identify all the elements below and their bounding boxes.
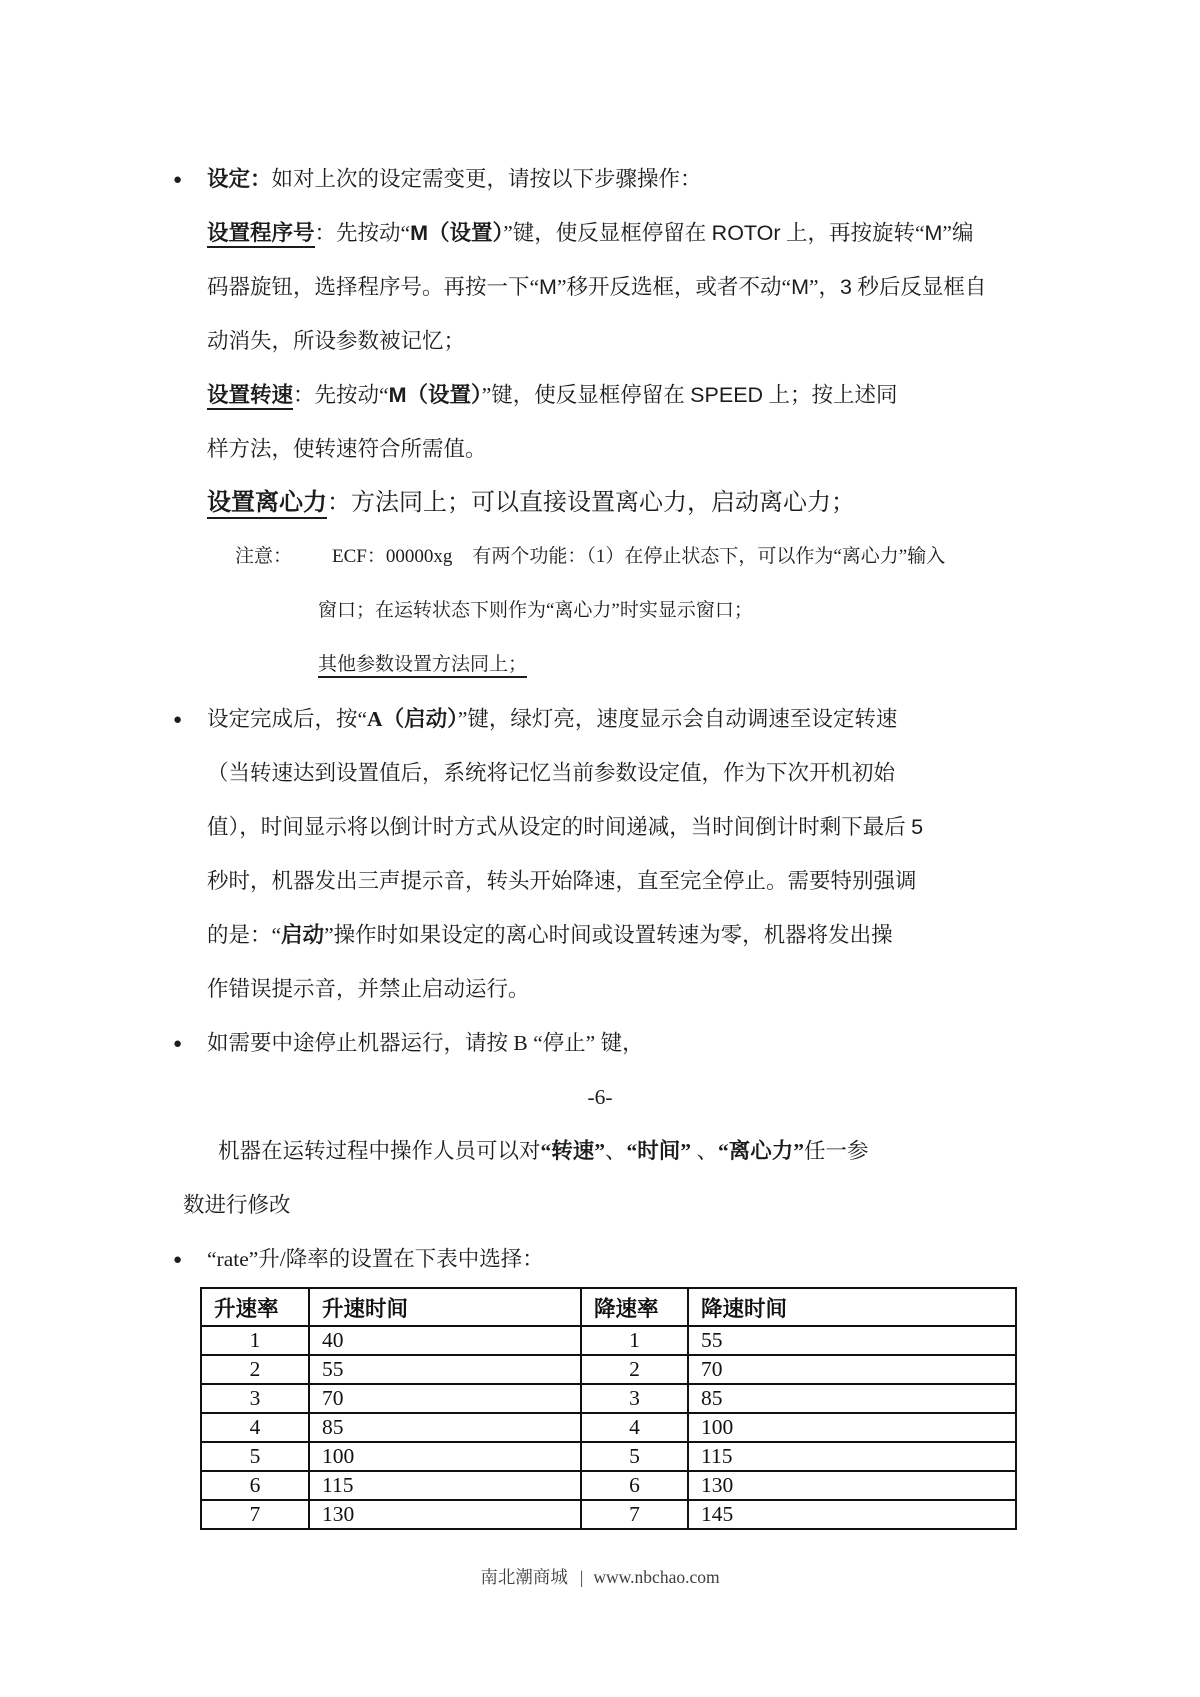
para-start-line6	[0, 962, 1200, 1016]
table-row	[201, 1326, 1016, 1355]
para-set-program-line2	[0, 260, 1200, 314]
footer-watermark	[0, 1562, 1200, 1592]
para-stop	[0, 1016, 1200, 1070]
text-segment: ”键，使反显框停留在	[503, 221, 712, 245]
set-program-heading: 设置程序号	[207, 221, 315, 248]
table-cell: 145	[688, 1500, 1016, 1529]
number-segment: 3	[840, 275, 852, 299]
text-segment: 、	[691, 1139, 718, 1163]
table-cell: 70	[309, 1384, 581, 1413]
time-keyword: “时间”	[626, 1139, 692, 1163]
table-cell: 4	[581, 1413, 688, 1442]
set-force-heading: 设置离心力	[207, 490, 327, 519]
key-m-label: M	[924, 221, 943, 245]
text-segment: 其他参数设置方法同上；	[318, 654, 527, 678]
table-row	[201, 1442, 1016, 1471]
text-segment: ：先按动“	[314, 221, 411, 245]
para-start-line4	[0, 854, 1200, 908]
footer-url: www.nbchao.com	[593, 1567, 720, 1587]
header-decel-rate: 降速率	[581, 1288, 688, 1326]
table-cell: 1	[581, 1326, 688, 1355]
para-set-program-line1	[0, 206, 1200, 260]
text-segment: 样方法，使转速符合所需值。	[207, 437, 487, 461]
text-segment: ”，	[808, 275, 841, 299]
bullet-icon: ●	[173, 1252, 183, 1268]
table-row	[201, 1384, 1016, 1413]
key-m-label: M	[410, 221, 428, 245]
header-decel-time: 降速时间	[688, 1288, 1016, 1326]
table-cell: 3	[581, 1384, 688, 1413]
ecf-value: ECF：00000xg	[332, 546, 453, 567]
footer-divider: |	[579, 1567, 584, 1587]
para-note-line3	[0, 638, 1200, 692]
text-segment: 秒后反显框自	[852, 275, 987, 299]
rotor-label: ROTOr	[711, 221, 781, 245]
page-number-text: -6-	[587, 1085, 613, 1109]
text-segment: ”键，绿灯亮，速度显示会自动调速至设定转速	[457, 707, 898, 731]
table-cell: 5	[581, 1442, 688, 1471]
table-cell: 4	[201, 1413, 309, 1442]
speed-label: SPEED	[690, 383, 764, 407]
text-segment: （设置）	[427, 221, 504, 245]
key-a-start-label: A（启动）	[367, 707, 458, 731]
table-cell: 55	[688, 1326, 1016, 1355]
table-cell: 2	[201, 1355, 309, 1384]
text-segment: 的是：“	[207, 923, 282, 947]
table-cell: 130	[688, 1471, 1016, 1500]
table-cell: 55	[309, 1355, 581, 1384]
key-m-label: M	[539, 275, 557, 299]
para-set-program-line3	[0, 314, 1200, 368]
table-cell: 130	[309, 1500, 581, 1529]
key-m-label: M	[791, 275, 809, 299]
table-cell: 7	[201, 1500, 309, 1529]
para-setting	[0, 152, 1200, 206]
table-cell: 6	[201, 1471, 309, 1500]
text-segment: 秒时，机器发出三声提示音，转头开始降速，直至完全停止。需要特别强调	[207, 869, 917, 893]
para-set-speed-line2	[0, 422, 1200, 476]
header-accel-rate: 升速率	[201, 1288, 309, 1326]
header-accel-time: 升速时间	[309, 1288, 581, 1326]
text-segment: 上，再按旋转“	[780, 221, 925, 245]
text-segment: （当转速达到设置值后，系统将记忆当前参数设定值，作为下次开机初始	[207, 761, 896, 785]
para-set-force	[0, 476, 1200, 530]
text-segment: ：先按动“	[293, 383, 389, 407]
text-segment: 设定完成后，按“	[207, 707, 368, 731]
table-cell: 1	[201, 1326, 309, 1355]
key-b-label: B	[513, 1031, 528, 1055]
text-segment: 有两个功能：（1）在停止状态下，可以作为“离心力”输入	[472, 546, 946, 567]
table-cell: 70	[688, 1355, 1016, 1384]
rate-table-body	[201, 1326, 1016, 1529]
set-speed-heading: 设置转速	[207, 383, 293, 410]
text-segment: “停止” 键，	[527, 1031, 644, 1055]
number-segment: 5	[911, 815, 924, 839]
para-modify-line1	[0, 1124, 1200, 1178]
table-cell: 115	[688, 1442, 1016, 1471]
start-keyword: 启动	[281, 923, 325, 947]
table-row	[201, 1471, 1016, 1500]
para-modify-line2	[0, 1178, 1200, 1232]
table-cell: 40	[309, 1326, 581, 1355]
para-start-line3	[0, 800, 1200, 854]
table-cell: 3	[201, 1384, 309, 1413]
para-start-line5	[0, 908, 1200, 962]
para-start-line2	[0, 746, 1200, 800]
setting-text: 如对上次的设定需变更，请按以下步骤操作：	[271, 167, 702, 191]
table-cell: 2	[581, 1355, 688, 1384]
text-segment: 数进行修改	[183, 1193, 291, 1217]
table-cell: 100	[688, 1413, 1016, 1442]
table-cell: 7	[581, 1500, 688, 1529]
bullet-icon: ●	[173, 1036, 183, 1052]
bullet-icon: ●	[173, 172, 183, 188]
table-row	[201, 1500, 1016, 1529]
text-segment: ”键，使反显框停留在	[481, 383, 691, 407]
force-keyword: “离心力”	[717, 1139, 804, 1163]
table-cell: 5	[201, 1442, 309, 1471]
table-cell: 115	[309, 1471, 581, 1500]
text-segment: 如需要中途停止机器运行，请按	[207, 1031, 514, 1055]
text-segment: 、	[605, 1139, 627, 1163]
table-cell: 85	[309, 1413, 581, 1442]
para-rate	[0, 1232, 1200, 1286]
text-segment: 动消失，所设参数被记忆；	[207, 329, 466, 353]
table-row	[201, 1413, 1016, 1442]
text-segment: ”移开反选框，或者不动“	[556, 275, 792, 299]
table-cell: 100	[309, 1442, 581, 1471]
para-note-line2	[0, 584, 1200, 638]
setting-label: 设定：	[207, 167, 272, 191]
table-cell: 6	[581, 1471, 688, 1500]
text-segment: 作错误提示音，并禁止启动运行。	[207, 977, 530, 1001]
para-start-line1	[0, 692, 1200, 746]
key-m-label: M	[388, 383, 407, 407]
rate-table	[200, 1287, 1017, 1530]
text-segment: “rate”升/降率的设置在下表中选择：	[207, 1247, 544, 1271]
text-segment: ：方法同上；可以直接设置离心力，启动离心力；	[327, 490, 855, 516]
text-segment: 值），时间显示将以倒计时方式从设定的时间递减，当时间倒计时剩下最后	[207, 815, 912, 839]
speed-keyword: “转速”	[540, 1139, 606, 1163]
text-segment: ”编	[942, 221, 974, 245]
note-label: 注意：	[235, 546, 293, 567]
page-number	[0, 1070, 1200, 1124]
text-segment: 窗口；在运转状态下则作为“离心力”时实显示窗口；	[318, 600, 753, 621]
text-segment: 上；按上述同	[763, 383, 898, 407]
text-segment: 任一参	[803, 1139, 869, 1163]
footer-brand: 南北潮商城	[480, 1567, 568, 1587]
text-segment: ”操作时如果设定的离心时间或设置转速为零，机器将发出操	[324, 923, 893, 947]
para-set-speed-line1	[0, 368, 1200, 422]
table-cell: 85	[688, 1384, 1016, 1413]
table-row	[201, 1355, 1016, 1384]
text-segment: （设置）	[406, 383, 482, 407]
table-header-row	[201, 1288, 1016, 1326]
text-segment: 码器旋钮，选择程序号。再按一下“	[207, 275, 540, 299]
text-segment: 机器在运转过程中操作人员可以对	[218, 1139, 541, 1163]
bullet-icon: ●	[173, 712, 183, 728]
text-flow	[0, 152, 1200, 1286]
para-note-line1	[0, 530, 1200, 584]
